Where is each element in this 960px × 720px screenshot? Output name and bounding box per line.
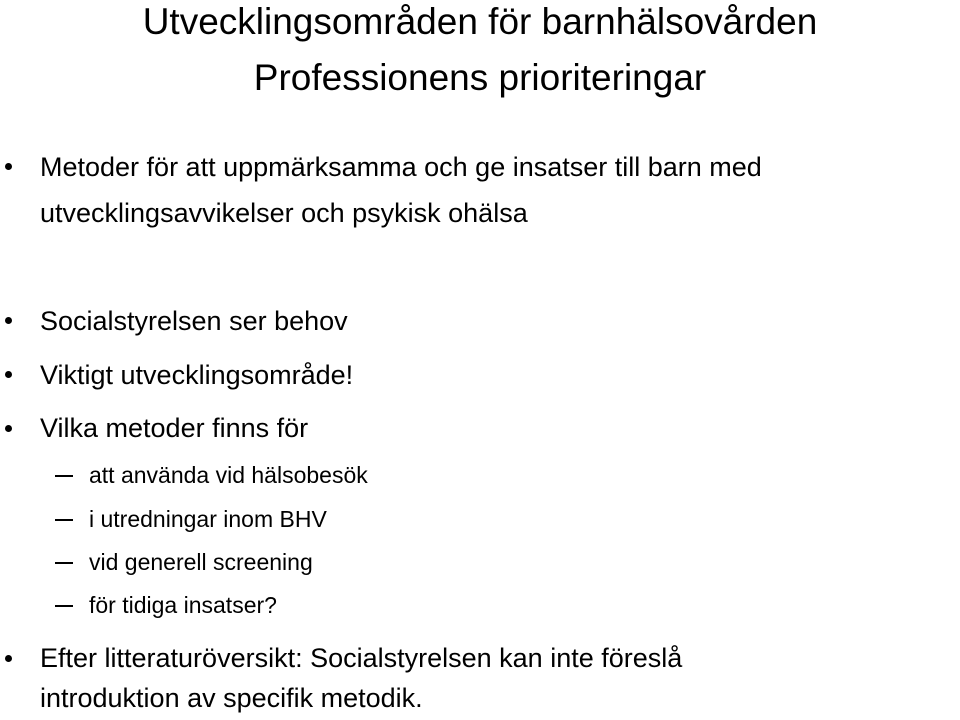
- dash-icon: [55, 475, 73, 477]
- bullet-text: Viktigt utvecklingsområde!: [40, 360, 354, 390]
- dash-icon: [55, 605, 73, 607]
- bullet-dot-icon: [5, 163, 12, 170]
- bullet-text: Efter litteraturöversikt: Socialstyrelsen kan inte föreslå: [40, 643, 683, 673]
- dash-icon: [55, 562, 73, 564]
- slide-subtitle: Professionens prioriteringar: [253, 57, 707, 98]
- sub-bullet-text: vid generell screening: [89, 549, 313, 575]
- bullet-dot-icon: [5, 317, 12, 324]
- bullet-text-continued: utvecklingsavvikelser och psykisk ohälsa: [40, 198, 528, 228]
- sub-bullet-text: att använda vid hälsobesök: [89, 462, 368, 488]
- bullet-dot-icon: [5, 655, 12, 662]
- bullet-dot-icon: [5, 425, 12, 432]
- bullet-text: Socialstyrelsen ser behov: [40, 306, 348, 336]
- sub-bullet-text: för tidiga insatser?: [89, 592, 277, 618]
- bullet-text: Metoder för att uppmärksamma och ge insatser till barn med: [40, 152, 762, 182]
- bullet-text: Vilka metoder finns för: [40, 413, 309, 443]
- sub-bullet-text: i utredningar inom BHV: [89, 506, 327, 532]
- dash-icon: [55, 519, 73, 521]
- bullet-text-continued: introduktion av specifik metodik.: [40, 683, 423, 713]
- bullet-dot-icon: [5, 371, 12, 378]
- slide-title: Utvecklingsområden för barnhälsovården: [142, 1, 818, 42]
